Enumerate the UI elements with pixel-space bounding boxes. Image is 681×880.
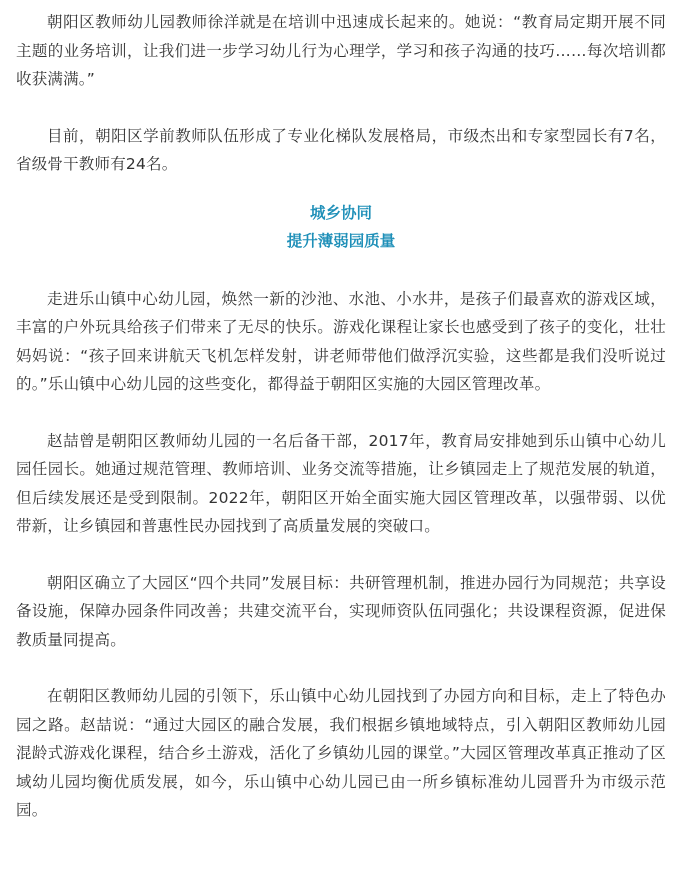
paragraph-spacer bbox=[16, 94, 666, 122]
paragraph-zhao-zhe: 赵喆曾是朝阳区教师幼儿园的一名后备干部，2017年，教育局安排她到乐山镇中心幼儿园任园长。她通过规范管理、教师培训、业务交流等措施，让乡镇园走上了规范发展的轨道，但后续发展还是受到限制。2022年，朝阳区开始全面实施大园区管理改革，以强带弱、以优带新，让乡镇园和普惠性民办园找到了高质量发展的突破口。 bbox=[16, 431, 666, 535]
paragraph-spacer bbox=[16, 399, 666, 427]
paragraph-teacher-team: 目前，朝阳区学前教师队伍形成了专业化梯队发展格局，市级杰出和专家型园长有7名，省级骨干教师有24名。 bbox=[16, 126, 666, 173]
paragraph-leading-development: 在朝阳区教师幼儿园的引领下，乐山镇中心幼儿园找到了办园方向和目标，走上了特色办园之路。赵喆说：“通过大园区的融合发展，我们根据乡镇地域特点，引入朝阳区教师幼儿园混龄式游戏化课程，结合乡土游戏，活化了乡镇幼儿园的课堂。”大园区管理改革真正推动了区域幼儿园均衡优质发展，如今，乐山镇中心幼儿园已由一所乡镇标准幼儿园晋升为市级示范园。 bbox=[16, 687, 666, 819]
paragraph-four-commons: 朝阳区确立了大园区“四个共同”发展目标：共研管理机制，推进办园行为同规范；共享设备设施，保障办园条件同改善；共建交流平台，实现师资队伍同强化；共设课程资源，促进保教质量同提高。 bbox=[16, 573, 666, 649]
paragraph-xu-yang-training: 朝阳区教师幼儿园教师徐洋就是在培训中迅速成长起来的。她说：“教育局定期开展不同主题的业务培训，让我们进一步学习幼儿行为心理学，学习和孩子沟通的技巧……每次培训都收获满满。” bbox=[16, 13, 666, 88]
section-heading-line1: 城乡协同 bbox=[309, 203, 372, 222]
paragraph-spacer bbox=[16, 179, 666, 199]
article-body bbox=[16, 8, 666, 825]
paragraph-leshan-kindergarten: 走进乐山镇中心幼儿园，焕然一新的沙池、水池、小水井，是孩子们最喜欢的游戏区域，丰富的户外玩具给孩子们带来了无尽的快乐。游戏化课程让家长也感受到了孩子的变化，壮壮妈妈说：“孩子回来讲航天飞机怎样发射，讲老师带他们做浮沉实验，这些都是我们没听说过的。”乐山镇中心幼儿园的这些变化，都得益于朝阳区实施的大园区管理改革。 bbox=[16, 289, 666, 393]
section-heading-line2: 提升薄弱园质量 bbox=[286, 231, 396, 250]
paragraph-spacer bbox=[16, 654, 666, 682]
paragraph-spacer bbox=[16, 255, 666, 285]
paragraph-spacer bbox=[16, 541, 666, 569]
